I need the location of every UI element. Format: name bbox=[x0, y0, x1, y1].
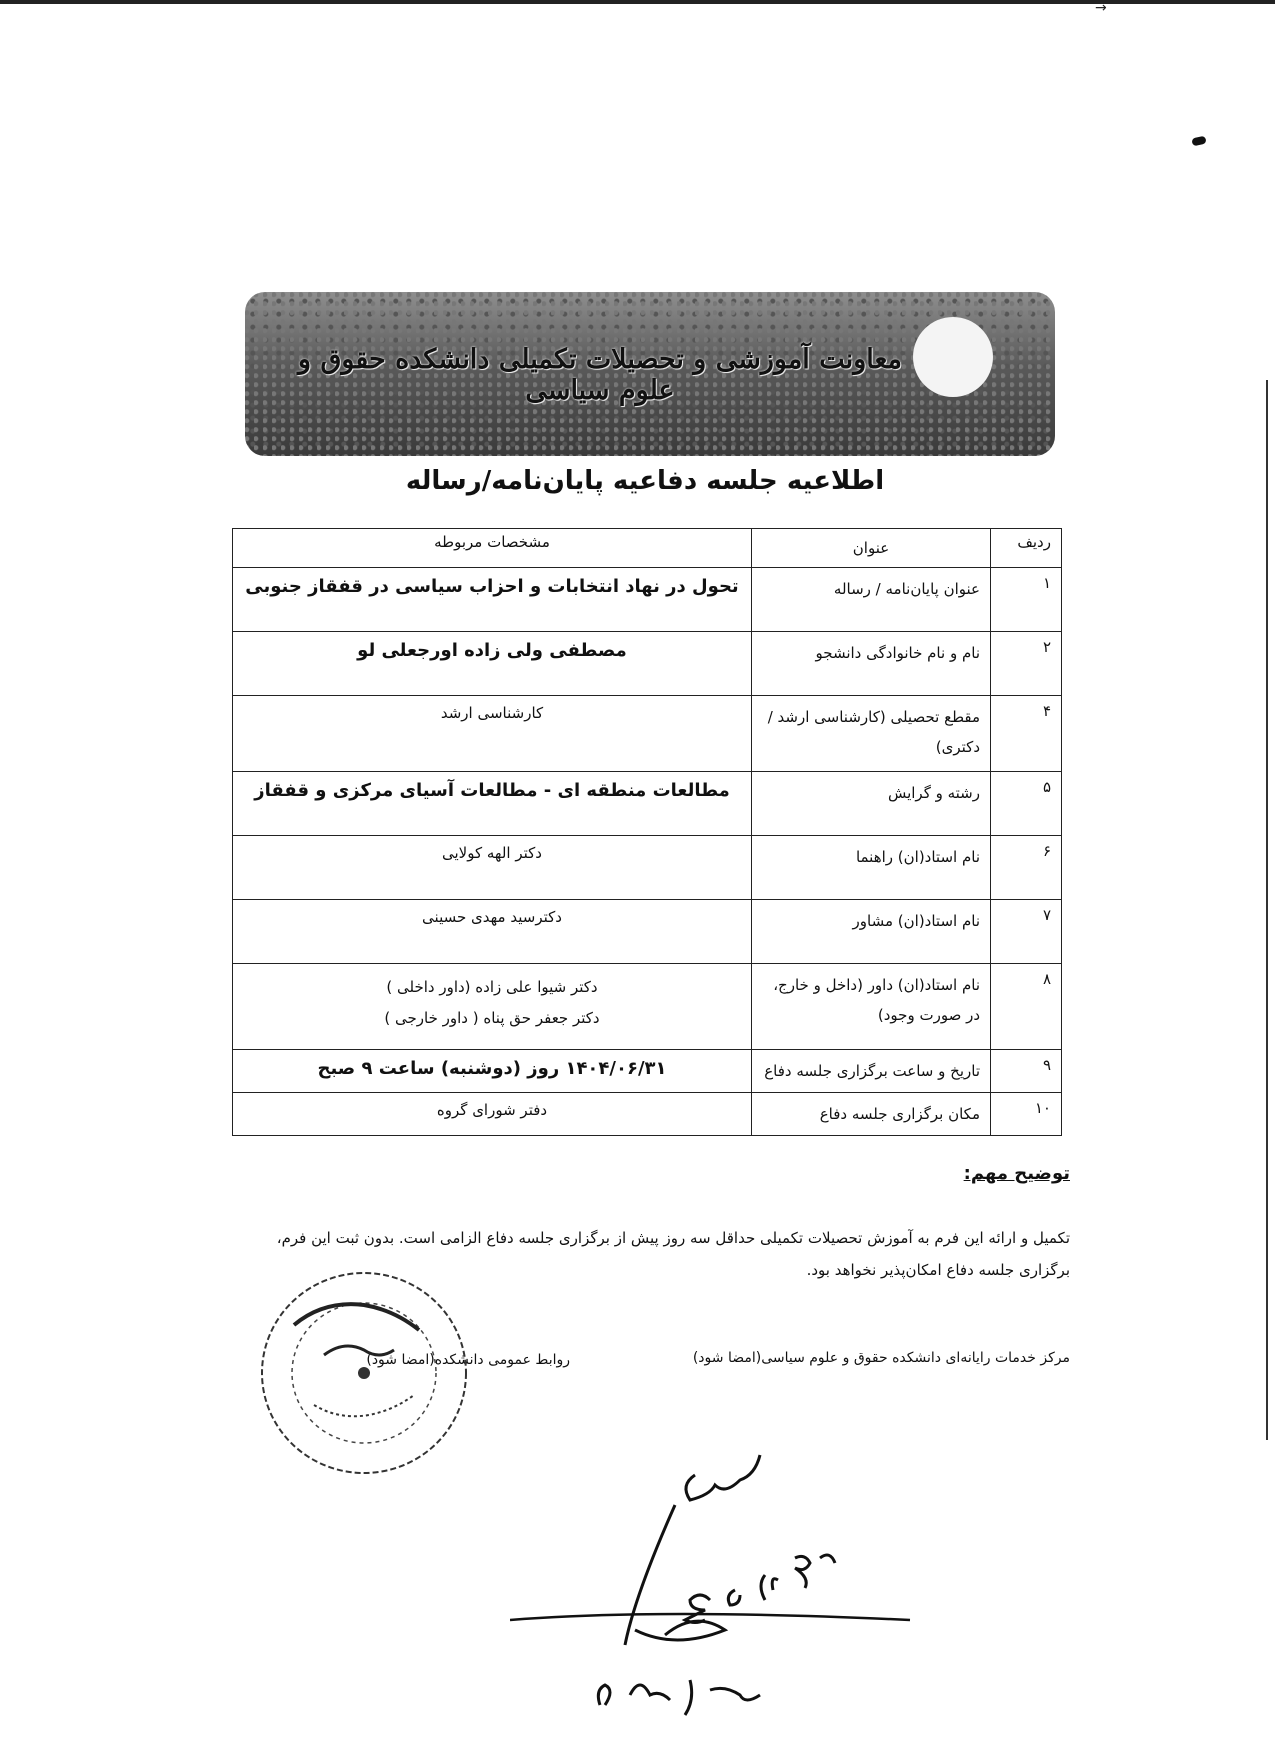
table-row bbox=[233, 1093, 1062, 1136]
row-num: ۶ bbox=[991, 836, 1062, 900]
defense-datetime: ۱۴۰۴/۰۶/۳۱ روز (دوشنبه) ساعت ۹ صبح bbox=[233, 1050, 752, 1093]
stamp-seal-icon bbox=[254, 1265, 474, 1480]
row-title: مکان برگزاری جلسه دفاع bbox=[752, 1093, 991, 1136]
row-num: ۲ bbox=[991, 632, 1062, 696]
table-row bbox=[233, 568, 1062, 632]
table-row bbox=[233, 900, 1062, 964]
corner-arrow-icon: → bbox=[1095, 0, 1107, 16]
header-title: عنوان bbox=[752, 529, 991, 568]
row-num: ۱۰ bbox=[991, 1093, 1062, 1136]
row-title: رشته و گرایش bbox=[752, 772, 991, 836]
table-row bbox=[233, 836, 1062, 900]
row-title: نام استاد(ان) راهنما bbox=[752, 836, 991, 900]
banner-circle-icon bbox=[913, 317, 993, 397]
table-row bbox=[233, 1050, 1062, 1093]
external-referee: دکتر جعفر حق پناه ( داور خارجی ) bbox=[384, 1009, 600, 1027]
student-name: مصطفی ولی زاده اورجعلی لو bbox=[233, 632, 752, 696]
advisor-name: دکترسید مهدی حسینی bbox=[233, 900, 752, 964]
public-relations-signoff: روابط عمومی دانشکده(امضا شود) bbox=[366, 1352, 570, 1368]
table-row bbox=[233, 772, 1062, 836]
table-row bbox=[233, 696, 1062, 772]
row-title: مقطع تحصیلی (کارشناسی ارشد / دکتری) bbox=[752, 696, 991, 772]
document-title: اطلاعیه جلسه دفاعیه پایان‌نامه/رساله bbox=[405, 466, 885, 496]
scan-edge-right bbox=[1266, 380, 1268, 1440]
field-of-study: مطالعات منطقه ای - مطالعات آسیای مرکزی و قفقاز bbox=[233, 772, 752, 836]
row-title: عنوان پایان‌نامه / رساله bbox=[752, 568, 991, 632]
defense-info-table bbox=[232, 528, 1062, 1136]
header-detail: مشخصات مربوطه bbox=[233, 529, 752, 568]
row-title: نام استاد(ان) داور (داخل و خارج، در صورت وجود) bbox=[752, 964, 991, 1050]
header-banner bbox=[245, 292, 1055, 456]
row-title: نام و نام خانوادگی دانشجو bbox=[752, 632, 991, 696]
supervisor-name: دکتر الهه کولایی bbox=[233, 836, 752, 900]
note-heading: توضیح مهم: bbox=[963, 1163, 1070, 1184]
table-row bbox=[233, 632, 1062, 696]
scan-speck bbox=[1191, 136, 1206, 147]
defense-location: دفتر شورای گروه bbox=[233, 1093, 752, 1136]
row-num: ۱ bbox=[991, 568, 1062, 632]
header-num: ردیف bbox=[991, 529, 1062, 568]
row-num: ۸ bbox=[991, 964, 1062, 1050]
row-title: نام استاد(ان) مشاور bbox=[752, 900, 991, 964]
internal-referee: دکتر شیوا علی زاده (داور داخلی ) bbox=[386, 978, 598, 996]
row-num: ۵ bbox=[991, 772, 1062, 836]
row-title: تاریخ و ساعت برگزاری جلسه دفاع bbox=[752, 1050, 991, 1093]
degree-level: کارشناسی ارشد bbox=[233, 696, 752, 772]
referees-cell bbox=[233, 964, 752, 1050]
row-num: ۹ bbox=[991, 1050, 1062, 1093]
banner-title: معاونت آموزشی و تحصیلات تکمیلی دانشکده حقوق و علوم سیاسی bbox=[298, 344, 902, 406]
computer-center-signoff: مرکز خدمات رایانه‌ای دانشکده حقوق و علوم سیاسی(امضا شود) bbox=[692, 1350, 1070, 1366]
row-num: ۴ bbox=[991, 696, 1062, 772]
row-num: ۷ bbox=[991, 900, 1062, 964]
table-header-row bbox=[233, 529, 1062, 568]
note-body: تکمیل و ارائه این فرم به آموزش تحصیلات تکمیلی حداقل سه روز پیش از برگزاری جلسه دفاع الزامی است. بدون ثبت این فرم، برگزاری جلسه دفاع امکان‌پذیر نخواهد بود. bbox=[276, 1229, 1070, 1279]
handwritten-signature bbox=[510, 1440, 930, 1740]
table-row bbox=[233, 964, 1062, 1050]
thesis-title: تحول در نهاد انتخابات و احزاب سیاسی در قفقاز جنوبی bbox=[233, 568, 752, 632]
scan-edge-top bbox=[0, 0, 1275, 4]
